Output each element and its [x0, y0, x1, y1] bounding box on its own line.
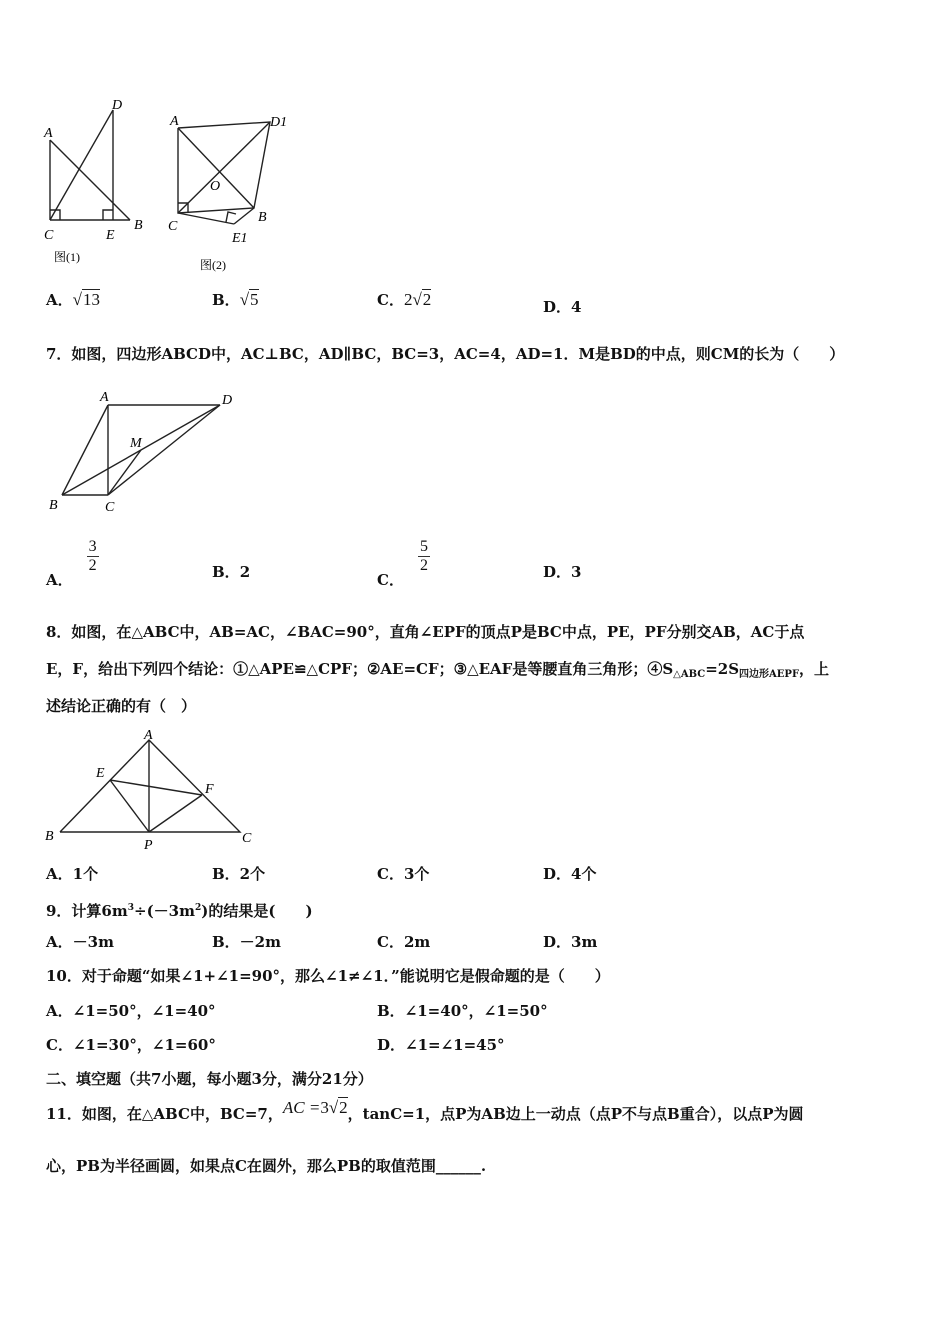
fig2-label-a: A	[170, 114, 179, 129]
q8-label-c: C	[242, 831, 252, 846]
q6-option-c: C．2√2	[377, 290, 432, 309]
q8-label-p: P	[144, 838, 153, 853]
q8-label-f: F	[205, 782, 214, 797]
fig2-caption: 图(2)	[200, 258, 226, 272]
q7-option-d: D．3	[543, 563, 582, 581]
q8-figure	[40, 725, 260, 855]
q6-option-a: A．√13	[46, 290, 100, 309]
q10-option-d: D．∠1=∠1=45°	[377, 1036, 505, 1054]
q10-option-a: A．∠1=50°，∠1=40°	[46, 1002, 216, 1020]
q7-label-m: M	[130, 436, 142, 451]
q9-option-b: B．－2m	[212, 933, 281, 951]
q11-line-2: 心，PB为半径画圆，如果点C在圆外，那么PB的取值范围______.	[46, 1157, 487, 1175]
q7-option-b: B．2	[212, 563, 251, 581]
q8-line-2: E，F，给出下列四个结论：①△APE≌△CPF；②AE=CF；③△EAF是等腰直角三角形；$④S_{\triangle ABC}=2S_{四边形AEPF}$，上	[46, 660, 830, 680]
fig1-label-a: A	[44, 126, 53, 141]
q9-option-d: D．3m	[543, 933, 598, 951]
q8-line-1: 8．如图，在△ABC中，AB=AC，∠BAC=90°，直角∠EPF的顶点P是BC中点，PE，PF分别交AB，AC于点	[46, 623, 805, 641]
q9-option-a: A．－3m	[46, 933, 114, 951]
q10-option-c: C．∠1=30°，∠1=60°	[46, 1036, 216, 1054]
fig2-label-d1: D1	[270, 115, 288, 130]
q10-question: 10．对于命题“如果∠1+∠1=90°，那么∠1≠∠1．”能说明它是假命题的是（ ）	[46, 967, 610, 985]
q8-label-b: B	[45, 829, 54, 844]
fig2-label-b: B	[258, 210, 267, 225]
q10-option-b: B．∠1=40°，∠1=50°	[377, 1002, 548, 1020]
q7-figure	[40, 385, 250, 515]
q6-figure-2	[162, 108, 292, 278]
fig1-label-c: C	[44, 228, 54, 243]
q8-option-c: C．3个	[377, 865, 430, 883]
q7-label-c: C	[105, 500, 115, 515]
fig1-caption: 图(1)	[54, 250, 80, 264]
fig1-label-d: D	[112, 98, 123, 113]
fig2-label-e1: E1	[232, 231, 248, 246]
fig2-label-c: C	[168, 219, 178, 234]
fig2-label-o: O	[210, 179, 221, 194]
q8-label-e: E	[96, 766, 105, 781]
q8-option-b: B．2个	[212, 865, 266, 883]
q11-line-1: 11．如图，在△ABC中，BC=7，AC =3√2，tanC=1，点P为AB边上一动点（点P不与点B重合），以点P为圆	[46, 1098, 804, 1123]
fig1-label-b: B	[134, 218, 143, 233]
q8-label-a: A	[144, 728, 153, 743]
q8-option-a: A．1个	[46, 865, 99, 883]
q6-option-d: D．4	[543, 298, 582, 316]
q7-option-c: C． $\frac{5}{2}$	[377, 538, 428, 589]
q7-question: 7．如图，四边形ABCD中，AC⊥BC，AD∥BC，BC=3，AC=4，AD=1．M是BD的中点，则CM的长为（ ）	[46, 345, 845, 363]
q7-label-b: B	[49, 498, 58, 513]
q7-label-d: D	[222, 393, 233, 408]
fig1-label-e: E	[106, 228, 115, 243]
q6-option-b: B．√5	[212, 290, 259, 309]
q6-figure-1	[40, 95, 155, 275]
q9-question: 9．计算$6m^3\div(-3m^2)$的结果是( )	[46, 902, 313, 920]
q9-option-c: C．2m	[377, 933, 431, 951]
q8-option-d: D．4个	[543, 865, 597, 883]
section-2-heading: 二、填空题（共7小题，每小题3分，满分21分）	[46, 1070, 373, 1088]
q8-line-3: 述结论正确的有（ ）	[46, 697, 197, 715]
q7-label-a: A	[100, 390, 109, 405]
q7-option-a: A． $\frac{3}{2}$	[46, 538, 97, 589]
